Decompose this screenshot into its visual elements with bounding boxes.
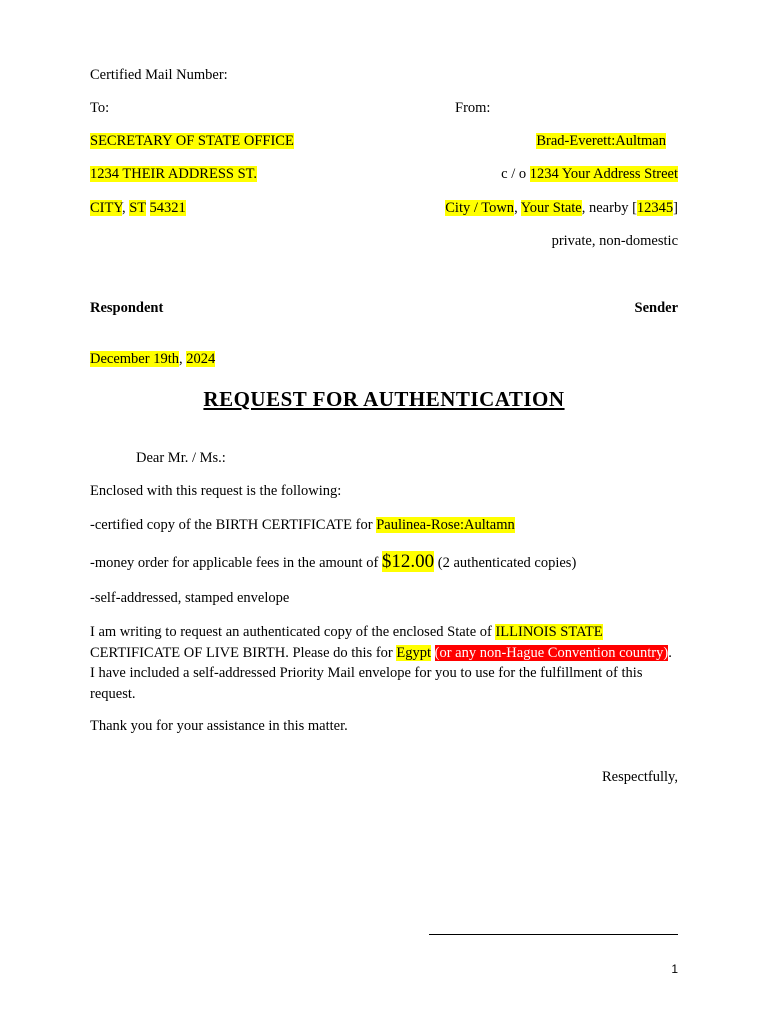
para-state: ILLINOIS STATE xyxy=(495,624,603,640)
sender-city-line xyxy=(445,199,678,217)
para-part1: I am writing to request an authenticated copy of the enclosed State of xyxy=(90,624,496,640)
sender-note: private, non-domestic xyxy=(551,233,678,249)
thanks-line: Thank you for your assistance in this matter. xyxy=(90,718,348,734)
recipient-comma: , xyxy=(121,200,130,216)
recipient-address-text: 1234 THEIR ADDRESS ST. xyxy=(90,166,258,182)
sender-state: Your State xyxy=(520,200,582,216)
request-paragraph xyxy=(90,622,678,704)
closing: Respectfully, xyxy=(602,769,678,785)
letter-date xyxy=(90,350,215,368)
date-year: 2024 xyxy=(186,351,216,367)
sender-comma: , xyxy=(514,200,521,216)
item2-suffix: (2 authenticated copies) xyxy=(434,555,577,571)
para-part3: . I have included a self-addressed Priority Mail envelope for you to use for the fulfillment of this request. xyxy=(90,644,672,702)
recipient-name xyxy=(90,132,294,150)
sender-nearby-suffix: ] xyxy=(673,200,678,216)
recipient-address xyxy=(90,165,257,183)
from-label: From: xyxy=(455,100,491,116)
recipient-city-line xyxy=(90,199,186,217)
sender-address-line xyxy=(501,165,678,183)
sender-address: 1234 Your Address Street xyxy=(529,166,678,182)
sender-zip: 12345 xyxy=(636,200,674,216)
item1-name: Paulinea-Rose:Aultamn xyxy=(376,517,515,533)
recipient-zip: 54321 xyxy=(149,200,186,216)
recipient-state: ST xyxy=(129,200,146,216)
salutation: Dear Mr. / Ms.: xyxy=(136,450,226,466)
sender-name-text: Brad-Everett:Aultman xyxy=(536,133,666,149)
recipient-city: CITY xyxy=(90,200,122,216)
item2-amount: $12.00 xyxy=(381,551,435,572)
enclosure-item-money-order xyxy=(90,551,576,574)
para-country: Egypt xyxy=(396,644,432,661)
item1-prefix: -certified copy of the BIRTH CERTIFICATE for xyxy=(90,517,377,533)
enclosure-item-envelope: -self-addressed, stamped envelope xyxy=(90,590,290,606)
respondent-label: Respondent xyxy=(90,300,164,316)
enclosure-item-birth-certificate xyxy=(90,516,515,534)
para-note: (or any non-Hague Convention country) xyxy=(434,644,669,661)
page-number: 1 xyxy=(671,962,678,976)
sender-role-label: Sender xyxy=(634,300,678,316)
sender-city: City / Town xyxy=(445,200,515,216)
item2-prefix: -money order for applicable fees in the amount of xyxy=(90,555,382,571)
para-part2: CERTIFICATE OF LIVE BIRTH. Please do this for xyxy=(90,644,397,661)
to-label: To: xyxy=(90,100,110,116)
certified-mail-label: Certified Mail Number: xyxy=(90,67,228,83)
enclosed-intro: Enclosed with this request is the following: xyxy=(90,483,342,499)
sender-nearby-prefix: , nearby [ xyxy=(581,200,637,216)
sender-co-prefix: c / o xyxy=(501,166,530,182)
date-month-day: December 19th xyxy=(90,351,179,367)
recipient-space xyxy=(146,200,150,216)
recipient-name-text: SECRETARY OF STATE OFFICE xyxy=(90,133,294,149)
date-comma: , xyxy=(178,351,187,367)
sender-name xyxy=(536,132,666,150)
document-title: REQUEST FOR AUTHENTICATION xyxy=(203,387,565,411)
signature-line xyxy=(429,934,678,935)
